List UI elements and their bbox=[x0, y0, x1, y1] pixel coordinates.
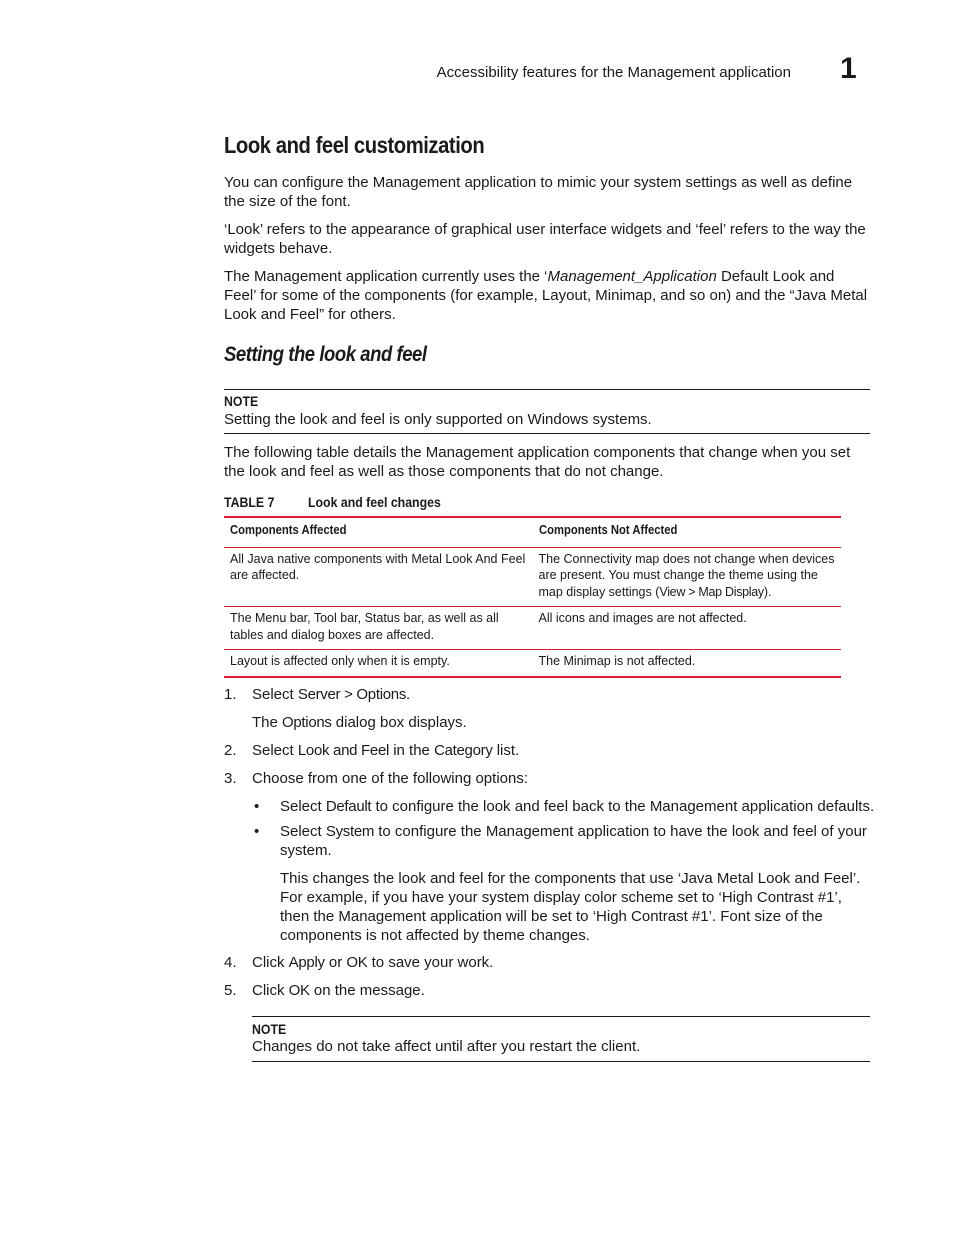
look-definition-paragraph: ‘Look’ refers to the appearance of graphical user interface widgets and ‘feel’ refers to the way the widgets behave. bbox=[224, 221, 866, 257]
note-label: NOTE bbox=[224, 393, 259, 409]
menu-path: Server > Options bbox=[297, 686, 407, 703]
option-name: System bbox=[325, 823, 375, 840]
look-and-feel-table bbox=[224, 516, 841, 678]
table-row bbox=[224, 607, 841, 650]
note-label: NOTE bbox=[252, 1021, 287, 1037]
table-row bbox=[224, 547, 841, 607]
button-name: Apply bbox=[288, 954, 325, 971]
intro-paragraph: You can configure the Management application to mimic your system settings as well as define the size of the font. bbox=[224, 174, 853, 210]
subsection-title: Setting the look and feel bbox=[224, 343, 427, 366]
table-cell-not-affected: The Connectivity map does not change when devices are present. You must change the theme using the map display settings (View > Map Display). bbox=[533, 547, 842, 607]
table-cell-affected: Layout is affected only when it is empty. bbox=[224, 650, 533, 677]
section-title: Look and feel customization bbox=[224, 132, 485, 158]
running-title: Accessibility features for the Management application bbox=[436, 64, 791, 81]
table-header-row bbox=[224, 517, 841, 547]
list-name: Category bbox=[434, 742, 493, 759]
option-name: Default bbox=[325, 798, 372, 815]
bullet-icon: • bbox=[254, 798, 260, 815]
table-cell-affected: The Menu bar, Tool bar, Status bar, as well as all tables and dialog boxes are affected. bbox=[224, 607, 533, 650]
note-text: Setting the look and feel is only supported on Windows systems. bbox=[224, 411, 652, 428]
menu-path: View > Map Display bbox=[659, 584, 764, 599]
table-row bbox=[224, 650, 841, 677]
dialog-name: Options bbox=[282, 714, 332, 731]
button-name: OK bbox=[346, 954, 368, 971]
app-name-italic: Management_Application bbox=[547, 268, 717, 285]
note-restart-client bbox=[252, 1016, 870, 1062]
table-cell-not-affected: All icons and images are not affected. bbox=[533, 607, 842, 650]
table-cell-affected: All Java native components with Metal Look And Feel are affected. bbox=[224, 547, 533, 607]
table-caption-title: Look and feel changes bbox=[308, 494, 441, 510]
note-text: Changes do not take affect until after you restart the client. bbox=[252, 1038, 641, 1055]
table-caption-number: TABLE 7 bbox=[224, 494, 275, 510]
chapter-number: 1 bbox=[840, 52, 857, 85]
table-intro-paragraph: The following table details the Management application components that change when you set the look and feel as well as those components that do not change. bbox=[224, 444, 851, 480]
table-caption bbox=[224, 494, 459, 510]
button-name: OK bbox=[288, 982, 310, 999]
table-header-affected: Components Affected bbox=[224, 517, 533, 547]
default-look-paragraph: The Management application currently uses the ‘Management_Application Default Look and Feel’ for some of the components (for example, Layout, Minimap, and so on) and the “Java Metal Look and Feel” for others. bbox=[224, 268, 868, 323]
table-cell-not-affected: The Minimap is not affected. bbox=[533, 650, 842, 677]
note-windows-only bbox=[224, 389, 870, 434]
bullet-icon: • bbox=[254, 823, 260, 840]
option-name: Look and Feel bbox=[297, 742, 390, 759]
table-header-not-affected: Components Not Affected bbox=[533, 517, 842, 547]
